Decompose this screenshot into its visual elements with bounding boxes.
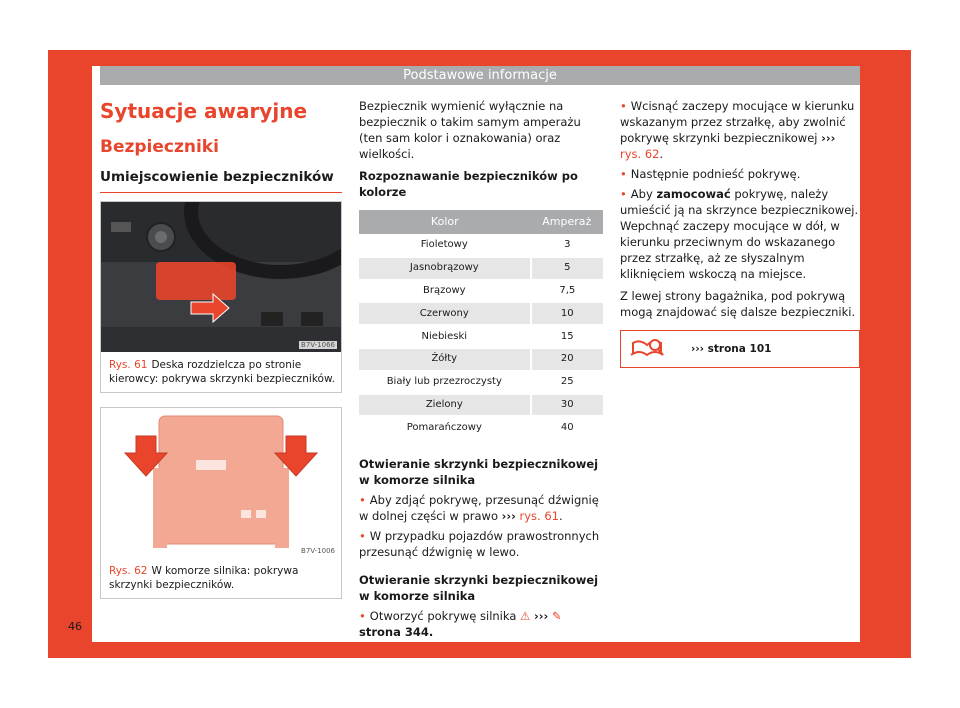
figure-caption <box>101 558 341 598</box>
figure-number: Rys. 61 <box>109 359 148 371</box>
table-cell-color: Niebieski <box>359 325 531 348</box>
table-row <box>359 371 603 394</box>
table-row <box>359 325 603 348</box>
figure-caption <box>101 352 341 392</box>
table-row <box>359 394 603 417</box>
list-item <box>620 166 860 182</box>
table-title: Rozpoznawanie bezpieczników po kolorze <box>359 169 578 199</box>
table-cell-color: Zielony <box>359 394 531 417</box>
paragraph: Z lewej strony bagażnika, pod pokrywą mogą znajdować się dalsze bezpieczniki. <box>620 289 856 319</box>
table-row <box>359 234 603 257</box>
bullet-icon: • <box>359 609 366 624</box>
bullet-icon: • <box>620 187 627 201</box>
figure-number: Rys. 62 <box>109 565 148 577</box>
subheading-engine-fusebox-2: Otwieranie skrzynki bezpiecznikowej w komorze silnika <box>359 573 599 604</box>
emphasis-text: zamocować <box>656 187 731 201</box>
list-item-text: Wcisnąć zaczepy mocujące w kierunku wskazanym przez strzałkę, aby zwolnić pokrywę skrzynki bezpiecznikowej <box>620 99 855 145</box>
dashboard-photo <box>101 202 341 352</box>
table-row <box>359 257 603 280</box>
middle-column <box>359 98 603 640</box>
list-item-text: Aby <box>630 187 653 201</box>
table-cell-color: Żółty <box>359 348 531 371</box>
list-item <box>359 608 603 640</box>
table-row <box>359 302 603 325</box>
list-item-text: Otworzyć pokrywę silnika <box>369 609 517 624</box>
list-item-text: W przypadku pojazdów prawostronnych przesunąć dźwignię w lewo. <box>359 529 600 560</box>
warning-icon: ⚠ <box>520 609 531 624</box>
list-item: • Aby zdjąć pokrywę, przesunąć dźwignię w dolnej części w prawo ››› rys. 61. <box>359 493 599 524</box>
reference-arrows: ››› <box>501 509 516 524</box>
table-header-amperage: Amperaż <box>531 210 603 234</box>
table-cell-color: Czerwony <box>359 302 531 325</box>
reference-arrows: ››› <box>821 131 836 145</box>
figure-text: W komorze silnika: pokrywa skrzynki bezpieczników. <box>109 565 299 591</box>
list-item-text: Następnie podnieść pokrywę. <box>630 167 801 181</box>
table-cell-color: Biały lub przezroczysty <box>359 371 531 394</box>
table-cell-amperage: 15 <box>531 325 603 348</box>
topic-title: Umiejscowienie bezpieczników <box>100 168 342 193</box>
intro-paragraph: Bezpiecznik wymienić wyłącznie na bezpiecznik o takim samym amperażu (ten sam kolor i oznakowania) oraz wielkości. <box>359 99 581 161</box>
list-item <box>620 186 860 282</box>
table-row <box>359 416 603 439</box>
figure-61 <box>100 201 342 393</box>
right-column <box>620 98 860 368</box>
table-cell-amperage: 10 <box>531 302 603 325</box>
figure-link[interactable]: rys. 62 <box>620 147 660 161</box>
list-item: • Wcisnąć zaczepy mocujące w kierunku wskazanym przez strzałkę, aby zwolnić pokrywę skrzynki bezpiecznikowej ››› rys. 62. <box>620 99 855 161</box>
reference-box[interactable] <box>620 330 860 368</box>
table-cell-color: Jasnobrązowy <box>359 257 531 280</box>
figure-62 <box>100 407 342 599</box>
figure-code: B7V-1066 <box>301 341 335 349</box>
section-title: Sytuacje awaryjne <box>100 99 308 123</box>
bullet-icon: • <box>620 99 627 113</box>
table-cell-amperage: 5 <box>531 257 603 280</box>
manual-reference-icon <box>629 337 665 361</box>
list-item-text: pokrywę, należy umieścić ją na skrzynce bezpiecznikowej. Wepchnąć zaczepy mocujące w dół, w kierunku przeciwnym do wskazanego przez strzałkę, aż ze słyszalnym kliknięciem wskoczą na miejsce. <box>620 187 859 281</box>
figure-text: Deska rozdzielcza po stronie kierowcy: pokrywa skrzynki bezpieczników. <box>109 359 335 385</box>
list-item <box>359 528 603 560</box>
table-cell-amperage: 40 <box>531 416 603 439</box>
bullet-icon: • <box>359 529 366 544</box>
table-cell-color: Brązowy <box>359 280 531 303</box>
figure-link[interactable]: rys. 61 <box>519 509 559 524</box>
subheading-engine-fusebox: Otwieranie skrzynki bezpiecznikowej w komorze silnika <box>359 457 599 488</box>
table-cell-amperage: 30 <box>531 394 603 417</box>
left-column <box>100 98 342 599</box>
subsection-title: Bezpieczniki <box>100 137 219 157</box>
list-item-text: Aby zdjąć pokrywę, przesunąć dźwignię w dolnej części w prawo <box>359 493 599 524</box>
bullet-icon: • <box>620 167 627 181</box>
table-header-color: Kolor <box>359 210 531 234</box>
bullet-icon: • <box>359 493 366 508</box>
table-cell-amperage: 3 <box>531 234 603 257</box>
table-cell-color: Pomarańczowy <box>359 416 531 439</box>
header-title: Podstawowe informacje <box>100 66 860 85</box>
page-number: 46 <box>68 620 82 633</box>
table-cell-amperage: 7,5 <box>531 280 603 303</box>
table-cell-amperage: 20 <box>531 348 603 371</box>
table-row <box>359 280 603 303</box>
fusebox-illustration <box>101 408 341 558</box>
reference-text[interactable]: ››› strona 101 <box>691 343 772 355</box>
page-reference[interactable]: strona 344. <box>359 625 434 640</box>
table-row <box>359 348 603 371</box>
reference-arrows: ››› <box>534 609 549 624</box>
figure-code: B7V-1006 <box>301 547 335 555</box>
fuse-color-table <box>359 210 603 440</box>
table-cell-amperage: 25 <box>531 371 603 394</box>
table-cell-color: Fioletowy <box>359 234 531 257</box>
manual-book-icon: ✎ <box>551 609 562 624</box>
